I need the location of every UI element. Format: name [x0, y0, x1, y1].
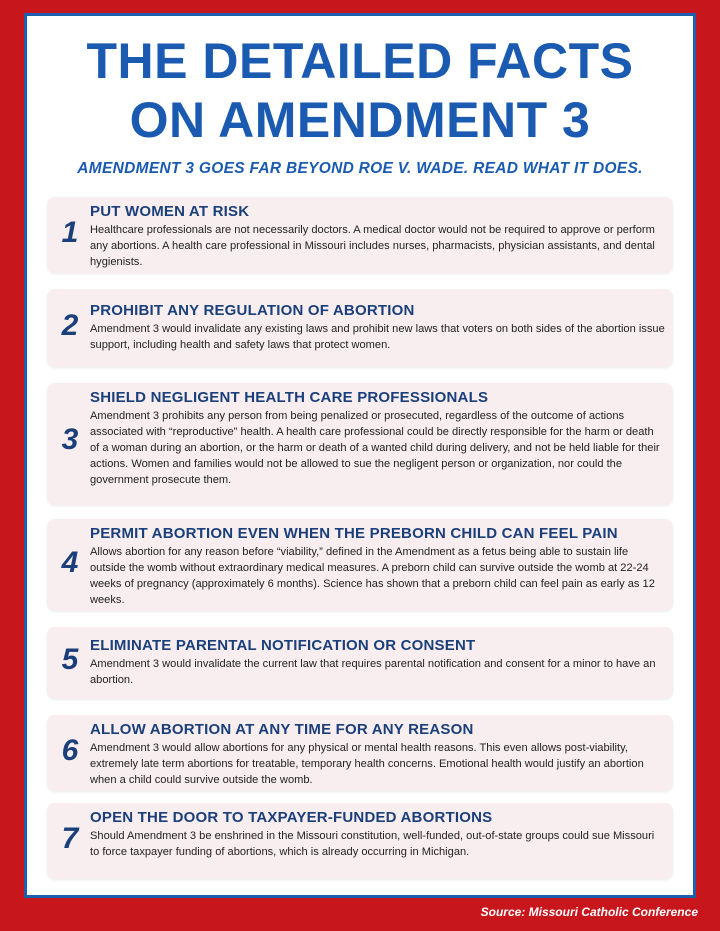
fact-card-3: [47, 383, 673, 505]
fact-body: Amendment 3 prohibits any person from being penalized or prosecuted, regardless of the outcome of actions associated with “reproductive” health. A health care professional could be directly responsible for the harm or death of a woman during an abortion, or the harm or death of a wanted child during delivery, and not be held liable for their actions. Women and families would not be allowed to sue the negligent person or organization, nor could the government prosecute them.: [90, 410, 660, 486]
fact-number: 1: [61, 216, 79, 249]
fact-heading: PERMIT ABORTION EVEN WHEN THE PREBORN CHILD CAN FEEL PAIN: [90, 525, 618, 542]
fact-heading: PROHIBIT ANY REGULATION OF ABORTION: [90, 302, 415, 319]
fact-body: Should Amendment 3 be enshrined in the Missouri constitution, well-funded, out-of-state groups could sue Missouri to force taxpayer funding of abortions, which is already occurring in Michigan.: [90, 830, 655, 858]
title-line-1: THE DETAILED FACTS: [86, 33, 634, 89]
fact-sheet-panel: [24, 13, 696, 898]
fact-number: 4: [61, 546, 79, 579]
fact-heading: SHIELD NEGLIGENT HEALTH CARE PROFESSIONALS: [90, 389, 489, 406]
fact-card-5: [47, 627, 673, 699]
fact-card-7: [47, 803, 673, 879]
fact-number: 2: [61, 309, 79, 342]
fact-body: Amendment 3 would allow abortions for any physical or mental health reasons. This even allows post-viability, extremely late term abortions for treatable, temporary health concerns. Emotional health would justify an abortion when a child could survive outside the womb.: [90, 742, 644, 786]
fact-card-6: [47, 715, 673, 791]
fact-card-4: [47, 519, 673, 611]
fact-card-2: [47, 289, 673, 367]
fact-body: Amendment 3 would invalidate the current law that requires parental notification and consent for a minor to have an abortion.: [90, 658, 656, 686]
fact-body: Allows abortion for any reason before “viability,” defined in the Amendment as a fetus being able to sustain life outside the womb without extraordinary medical measures. A preborn child can survive outside the womb at 22-24 weeks of pregnancy (approximately 6 months). Science has shown that a preborn child can feel pain as early as 12 weeks.: [90, 546, 655, 606]
fact-number: 5: [61, 643, 79, 676]
fact-body: Healthcare professionals are not necessarily doctors. A medical doctor would not be required to approve or perform any abortions. A health care professional in Missouri includes nurses, pharmacists, physician assistants, and dental hygienists.: [90, 224, 655, 268]
fact-card-1: [47, 197, 673, 273]
title-line-2: ON AMENDMENT 3: [129, 92, 591, 148]
page-title: [27, 33, 693, 148]
source-credit: Source: Missouri Catholic Conference: [480, 905, 698, 919]
fact-heading: ELIMINATE PARENTAL NOTIFICATION OR CONSENT: [90, 637, 476, 654]
fact-number: 3: [61, 423, 79, 456]
fact-heading: PUT WOMEN AT RISK: [90, 203, 250, 220]
subtitle: AMENDMENT 3 GOES FAR BEYOND ROE V. WADE. READ WHAT IT DOES.: [77, 160, 643, 177]
fact-heading: OPEN THE DOOR TO TAXPAYER-FUNDED ABORTIONS: [90, 809, 493, 826]
fact-number: 6: [61, 734, 79, 767]
fact-body: Amendment 3 would invalidate any existing laws and prohibit new laws that voters on both sides of the abortion issue support, including health and safety laws that protect women.: [90, 323, 665, 351]
fact-heading: ALLOW ABORTION AT ANY TIME FOR ANY REASON: [90, 721, 474, 738]
fact-number: 7: [61, 822, 79, 855]
